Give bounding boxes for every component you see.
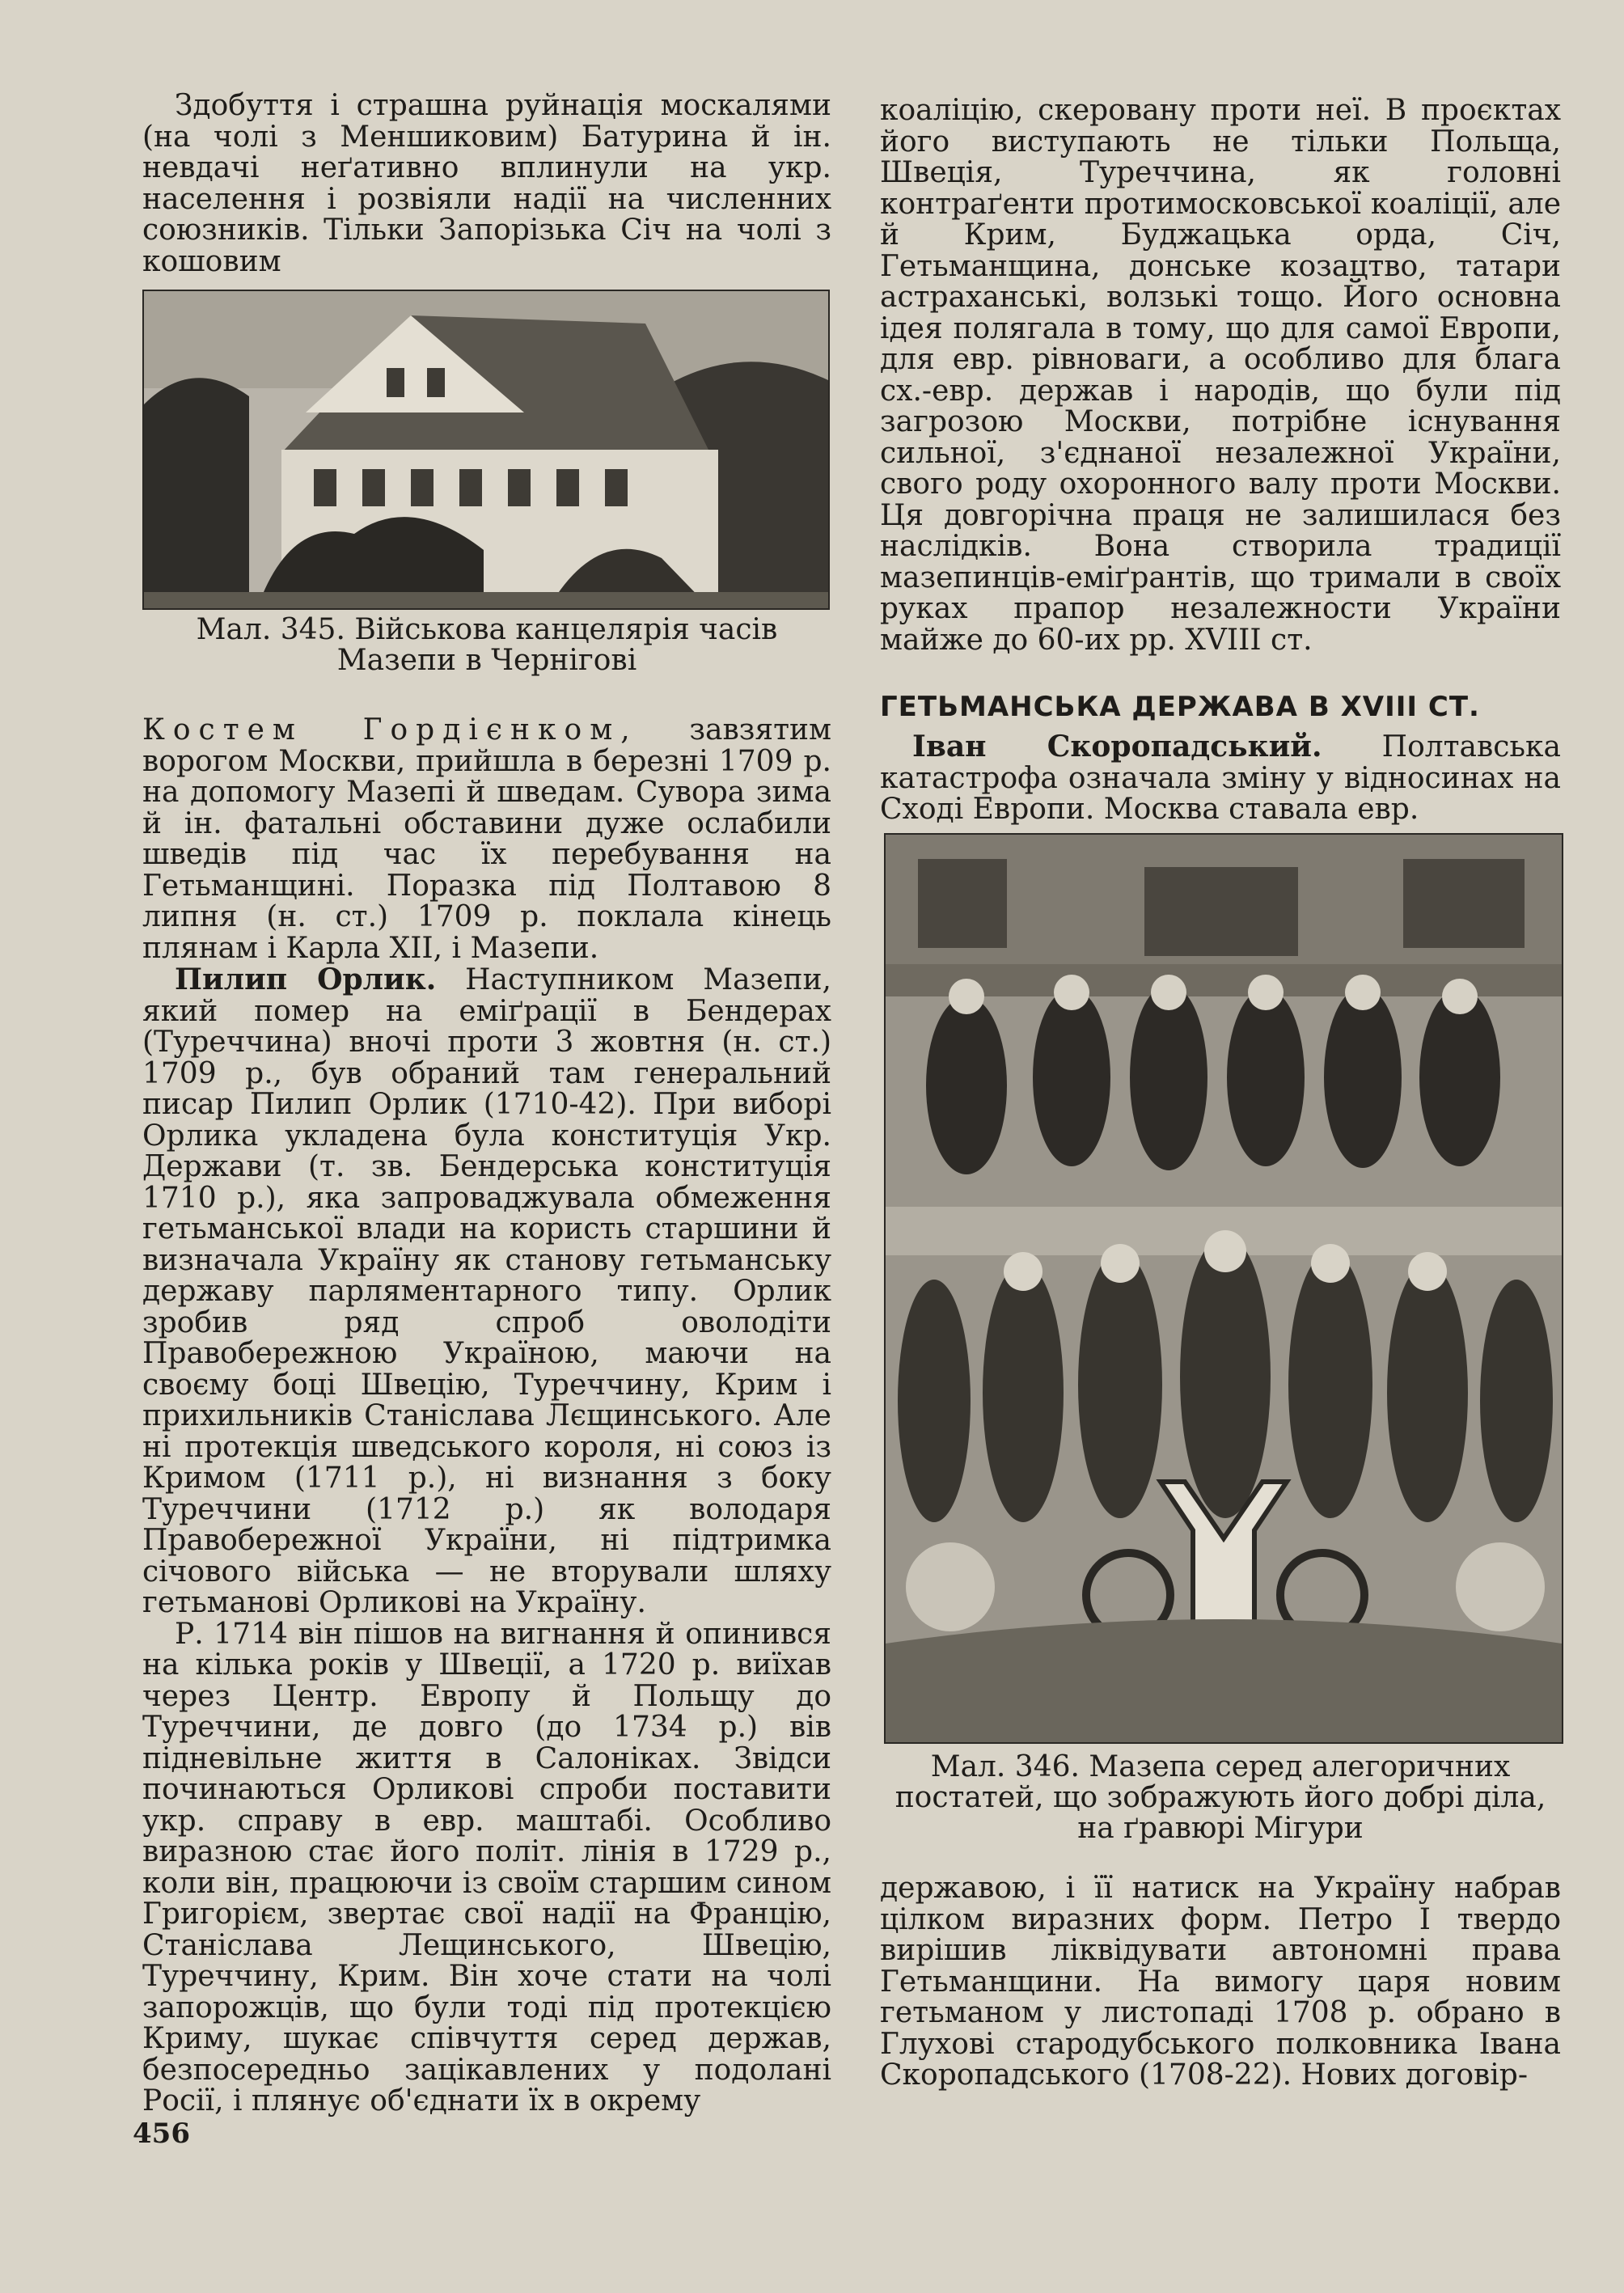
right-column-top: [880, 95, 1561, 656]
orlyk-heading: Пилип Орлик.: [175, 962, 437, 996]
figure-345-caption: Мал. 345. Військова канцелярія часів Мазепи в Чернігові: [196, 613, 778, 677]
section-heading: ГЕТЬМАНСЬКА ДЕРЖАВА В XVIII СТ.: [880, 691, 1480, 723]
continuation-paragraph: [142, 715, 831, 964]
page-number: 456: [133, 2117, 190, 2150]
exile-text: Р. 1714 він пішов на вигнання й опинився на кілька років у Швеції, а 1720 р. виїхав через Центр. Европу й Польщу до Туреччини, де довго (до 1734 р.) вів підневільне життя в Салоніках. Звідси починаються Орликові спроби поставити укр. справу в евр. маштабі. Особливо виразною стає його політ. лінія в 1729 р., коли він, працюючи із своїм старшим сином Григорієм, звертає свої надії на Францію, Станіслава Лещинського, Швецію, Туреччину, Крим. Він хоче стати на чолі запорожців, що були тоді під протекцією Криму, шукає співчуття серед держав, безпосередньо зацікавлених у подолані Росії, і плянує об'єднати їх в окрему: [142, 1617, 831, 2117]
skoropadsky-intro: [880, 731, 1561, 826]
intro-paragraph: [142, 91, 831, 277]
left-column-top: [142, 91, 831, 277]
figure-346-caption: Мал. 346. Мазепа серед алегоричних постатей, що зображують його добрі діла, на ґравюрі Мігури: [894, 1750, 1546, 1845]
skoropadsky-paragraph: [880, 731, 1561, 826]
exile-paragraph: [142, 1619, 831, 2117]
peter-paragraph: державою, і її натиск на Україну набрав цілком виразних форм. Петро I твердо вирішив ліквідувати автономні права Гетьманщини. На вимогу царя новим гетьманом у листопаді 1708 р. обрано в Глухові стародубського полковника Івана Скоропадського (1708-22). Нових договір-: [880, 1872, 1561, 2092]
intro-text: Здобуття і страшна руйнація москалями (на чолі з Меншиковим) Батурина й ін. невдачі неґативно вплинули на укр. населення і розвіяли надії на численних союзників. Тільки Запорізька Січ на чолі з кошовим: [142, 89, 831, 278]
left-column-bottom: [142, 715, 831, 2117]
figure-346-engraving: [884, 833, 1563, 1744]
orlyk-text: Наступником Мазепи, який помер на еміґрації в Бендерах (Туреччина) вночі проти 3 жовтня (н. ст.) 1709 р., був обраний там генеральний писар Пилип Орлик (1710-42). При виборі Орлика укладена була конституція Укр. Держави (т. зв. Бендерська конституція 1710 р.), яка запроваджувала обмеження гетьманської влади на користь старшини й визначала Україну як станову гетьманську державу парляментарного типу. Орлик зробив ряд спроб оволодіти Правобережною Україною, маючи на своєму боці Швецію, Туреччину, Крим і прихильників Станіслава Лєщинського. Але ні протекція шведського короля, ні союз із Кримом (1711 р.), ні визнання з боку Туреччини (1712 р.) як володаря Правобережної України, ні підтримка січового війська — не вторували шляху гетьманові Орликові на Україну.: [142, 963, 831, 1619]
skoropadsky-heading: Іван Скоропадський.: [912, 730, 1322, 764]
right-column-bottom: [880, 1873, 1561, 2092]
skoropadsky-text: Полтавська катастрофа означала зміну у відносинах на Сході Европи. Москва ставала евр.: [880, 730, 1561, 826]
orlyk-paragraph: [142, 964, 831, 1619]
coalition-paragraph: коаліцію, скеровану проти неї. В проєктах його виступають не тільки Польща, Швеція, Туреччина, як головні контраґенти протимосковської коаліції, але й Крим, Буджацька орда, Січ, Гетьманщина, донське козацтво, татари астраханські, волзькі тощо. Його основна ідея полягала в тому, що для самої Европи, для евр. рівноваги, а особливо для блага сх.-евр. держав і народів, що були під загрозою Москви, потрібне існування сильної, з'єднаної незалежної України, свого роду охоронного валу проти Москви. Ця довгорічна праця не залишилася без наслідків. Вона створила традиції мазепинців-еміґрантів, що тримали в своїх руках прапор незалежности України майже до 60-их рр. XVIII ст.: [880, 94, 1561, 657]
koshovy-name: Костем Гордієнком,: [142, 713, 638, 747]
continuation-text: завзятим ворогом Москви, прийшла в березні 1709 р. на допомогу Мазепі й шведам. Сувора зима й ін. фатальні обставини дуже ослабили шведів під час їх перебування на Гетьманщині. Поразка під Полтавою 8 липня (н. ст.) 1709 р. поклала кінець плянам і Карла XII, і Мазепи.: [142, 713, 831, 965]
engraving-illustration: [886, 835, 1562, 1742]
building-illustration: [144, 291, 828, 608]
figure-345-photo: [142, 290, 830, 610]
